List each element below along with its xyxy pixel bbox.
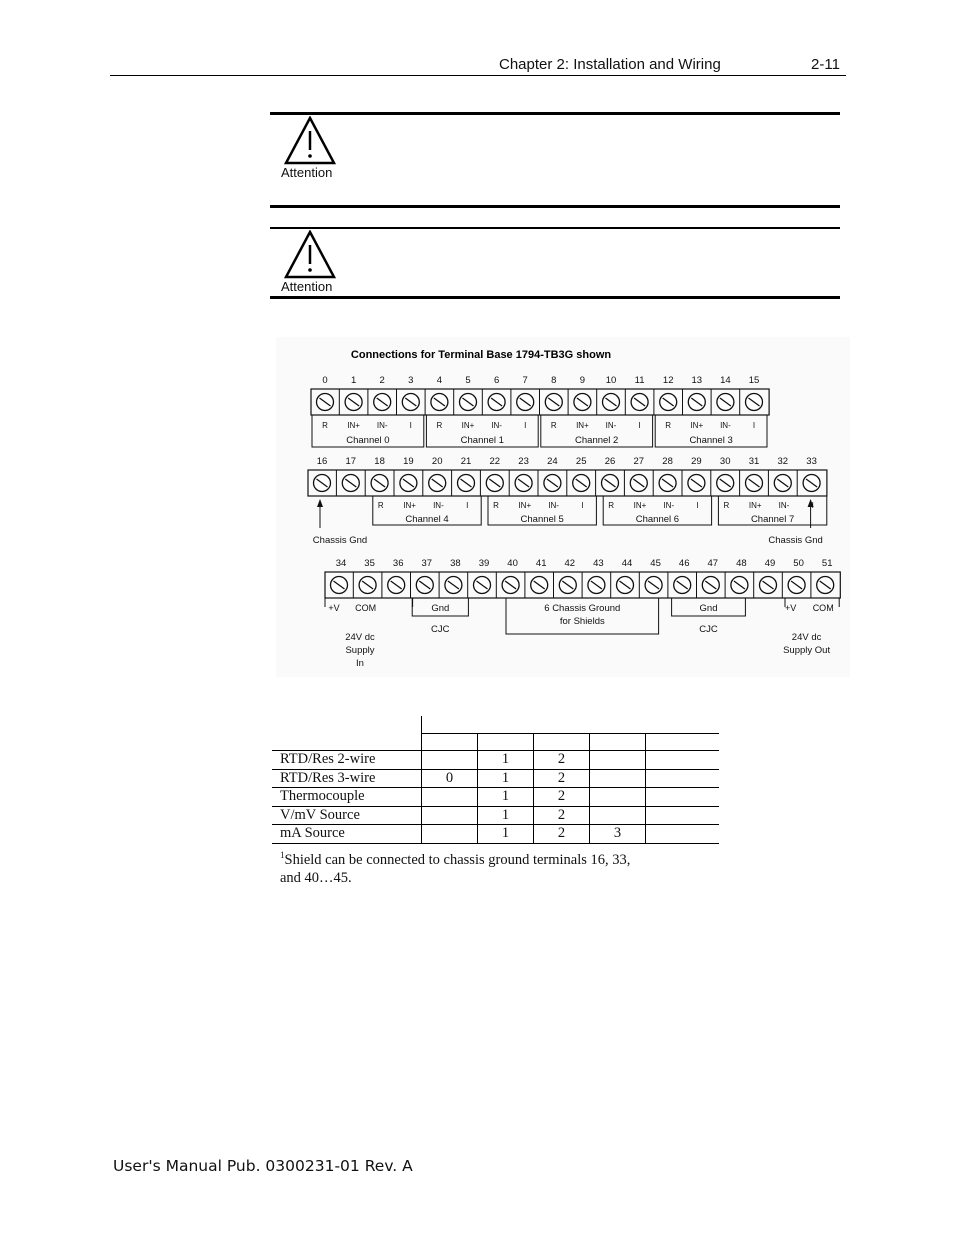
terminal-number: 35: [364, 558, 375, 569]
supply-v-label: +V: [328, 603, 340, 613]
footnote-mark: 1: [280, 850, 285, 860]
table-cell: [646, 788, 720, 807]
pin-label: IN-: [663, 501, 675, 510]
pin-label: R: [723, 501, 730, 510]
table-cell: 1: [478, 788, 534, 807]
pin-label: IN+: [461, 421, 475, 430]
table-row-label: RTD/Res 2-wire: [272, 751, 422, 770]
supply-caption: Supply Out: [783, 645, 831, 656]
terminal-number: 42: [564, 558, 576, 569]
table-row-label: Thermocouple: [272, 788, 422, 807]
terminal-number: 37: [421, 558, 433, 569]
terminal-number: 0: [322, 375, 328, 386]
table-cell: 2: [534, 751, 590, 770]
pin-label: IN-: [548, 501, 559, 510]
table-cell: 2: [534, 806, 590, 825]
table-row: [272, 751, 719, 770]
table-cell: 3: [590, 825, 646, 844]
table-cell: [422, 806, 478, 825]
terminal-number: 46: [678, 558, 690, 569]
table-cell: 2: [534, 788, 590, 807]
pin-label: R: [608, 501, 615, 510]
shields-label: for Shields: [559, 616, 605, 627]
channel-label: Channel 0: [346, 435, 390, 446]
terminal-number: 47: [707, 558, 719, 569]
footer-publication: User's Manual Pub. 0300231-01 Rev. A: [113, 1157, 413, 1175]
chassis-gnd-label: Chassis Gnd: [768, 535, 823, 546]
terminal-number: 28: [662, 456, 673, 467]
terminal-number: 49: [764, 558, 776, 569]
cjc-caption: CJC: [699, 624, 718, 635]
pin-label: IN+: [633, 501, 647, 510]
chassis-gnd-label: Chassis Gnd: [312, 535, 368, 546]
attention-label: Attention: [281, 165, 333, 180]
pin-label: IN+: [347, 421, 360, 430]
pin-label: I: [409, 421, 412, 430]
table-cell: [646, 751, 720, 770]
table-cell: 0: [422, 769, 478, 788]
pin-label: I: [696, 501, 699, 510]
pin-label: I: [752, 421, 756, 430]
terminal-number: 45: [650, 558, 661, 569]
channel-label: Channel 7: [750, 514, 795, 525]
terminal-number: 9: [579, 375, 586, 386]
table-cell: [590, 751, 646, 770]
channel-label: Channel 3: [689, 435, 733, 446]
attention-label: Attention: [281, 279, 333, 294]
page-number: 2-11: [811, 56, 840, 73]
terminal-number: 50: [793, 558, 804, 569]
pin-label: IN-: [778, 501, 790, 510]
table-cell: [590, 769, 646, 788]
table-cell: 1: [478, 806, 534, 825]
diagram-title: Connections for Terminal Base 1794-TB3G shown: [350, 349, 612, 361]
supply-caption: 24V dc: [345, 632, 375, 643]
attention-top-rule: [270, 227, 840, 229]
pin-label: IN+: [403, 501, 416, 510]
terminal-number: 31: [748, 456, 760, 467]
table-cell: [590, 806, 646, 825]
supply-caption: 24V dc: [791, 632, 822, 643]
pin-label: R: [550, 421, 557, 430]
channel-label: Channel 2: [575, 435, 619, 446]
terminal-number: 38: [450, 558, 461, 569]
channel-label: Channel 6: [635, 514, 680, 525]
terminal-number: 1: [350, 375, 357, 386]
warning-triangle-icon: [284, 116, 336, 166]
terminal-number: 24: [547, 456, 558, 467]
terminal-number: 2: [379, 375, 385, 386]
table-subheader-row: [272, 734, 719, 751]
table-row: [272, 825, 719, 844]
channel-label: Channel 5: [520, 514, 564, 525]
table-cell: 2: [534, 825, 590, 844]
terminal-number: 22: [489, 456, 501, 467]
terminal-number: 18: [374, 456, 385, 467]
attention-bottom-rule: [270, 296, 840, 299]
pin-label: R: [377, 501, 384, 510]
terminal-number: 6: [493, 375, 500, 386]
table-cell: [646, 806, 720, 825]
table-cell: 1: [478, 825, 534, 844]
attention-top-rule: [270, 112, 840, 115]
table-cell: 1: [478, 751, 534, 770]
terminal-number: 26: [604, 456, 616, 467]
footnote-text: Shield can be connected to chassis ground terminals 16, 33,: [284, 851, 631, 868]
pin-label: R: [493, 501, 499, 510]
header-rule: [110, 75, 846, 76]
terminal-number: 30: [719, 456, 731, 467]
table-row: [272, 769, 719, 788]
pin-label: I: [638, 421, 641, 430]
terminal-number: 17: [345, 456, 357, 467]
cjc-gnd-label: Gnd: [699, 603, 718, 614]
pin-label: IN-: [433, 501, 444, 510]
terminal-number: 16: [316, 456, 328, 467]
table-cell: [646, 769, 720, 788]
terminal-number: 39: [478, 558, 490, 569]
pin-label: IN+: [748, 501, 762, 510]
pin-label: I: [524, 421, 527, 430]
terminal-number: 20: [431, 456, 443, 467]
table-cell: 2: [534, 769, 590, 788]
terminal-number: 4: [436, 375, 443, 386]
table-row-label: RTD/Res 3-wire: [272, 769, 422, 788]
table-cell: [590, 788, 646, 807]
table-cell: [422, 751, 478, 770]
terminal-number: 25: [575, 456, 587, 467]
terminal-number: 10: [605, 375, 617, 386]
supply-com-label: COM: [812, 603, 834, 613]
pin-label: IN+: [576, 421, 589, 430]
pin-label: IN+: [518, 501, 532, 510]
terminal-number: 13: [691, 375, 703, 386]
terminal-number: 44: [621, 558, 633, 569]
pin-label: R: [436, 421, 443, 430]
channel-label: Channel 1: [460, 435, 504, 446]
terminal-number: 19: [403, 456, 414, 467]
terminal-number: 7: [522, 375, 528, 386]
table-row: [272, 806, 719, 825]
pin-label: IN-: [491, 421, 502, 430]
table-row-label: V/mV Source: [272, 806, 422, 825]
terminal-number: 36: [392, 558, 404, 569]
table-cell: [422, 788, 478, 807]
pin-label: I: [581, 501, 584, 510]
pin-label: IN-: [720, 421, 731, 430]
terminal-number: 43: [593, 558, 604, 569]
table-row-label: mA Source: [272, 825, 422, 844]
pin-label: I: [466, 501, 469, 510]
chapter-title: Chapter 2: Installation and Wiring: [499, 56, 721, 73]
terminal-number: 40: [507, 558, 518, 569]
terminal-number: 5: [465, 375, 471, 386]
supply-caption: In: [356, 658, 364, 669]
attention-bottom-rule: [270, 205, 840, 208]
terminal-number: 15: [748, 375, 760, 386]
terminal-number: 14: [720, 375, 731, 386]
supply-v-label: +V: [784, 603, 797, 613]
terminal-number: 41: [535, 558, 547, 569]
terminal-base-diagram: [276, 337, 850, 677]
terminal-number: 8: [551, 375, 557, 386]
terminal-number: 27: [633, 456, 645, 467]
table-cell: 1: [478, 769, 534, 788]
terminal-number: 12: [662, 375, 674, 386]
cjc-caption: CJC: [431, 624, 450, 635]
pin-label: IN+: [690, 421, 704, 430]
supply-com-label: COM: [355, 603, 377, 613]
channel-label: Channel 4: [405, 514, 449, 525]
pin-label: R: [322, 421, 328, 430]
wiring-table: [272, 716, 719, 844]
terminal-number: 11: [634, 375, 645, 386]
cjc-gnd-label: Gnd: [431, 603, 450, 614]
terminal-number: 32: [777, 456, 789, 467]
pin-label: IN-: [376, 421, 388, 430]
table-cell: [646, 825, 720, 844]
table-footnote: [280, 846, 680, 887]
terminal-number: 51: [821, 558, 833, 569]
terminal-number: 23: [518, 456, 529, 467]
pin-label: IN-: [605, 421, 617, 430]
footnote-text-cont: and 40…45.: [280, 869, 352, 886]
terminal-number: 48: [736, 558, 747, 569]
shields-label: 6 Chassis Ground: [544, 603, 621, 614]
warning-triangle-icon: [284, 230, 336, 280]
table-row: [272, 788, 719, 807]
terminal-number: 21: [460, 456, 472, 467]
table-header-row: [272, 716, 719, 734]
terminal-number: 34: [335, 558, 347, 569]
table-cell: [422, 825, 478, 844]
supply-caption: Supply: [345, 645, 375, 656]
terminal-number: 3: [408, 375, 414, 386]
terminal-number: 29: [691, 456, 702, 467]
pin-label: R: [665, 421, 672, 430]
terminal-number: 33: [806, 456, 817, 467]
